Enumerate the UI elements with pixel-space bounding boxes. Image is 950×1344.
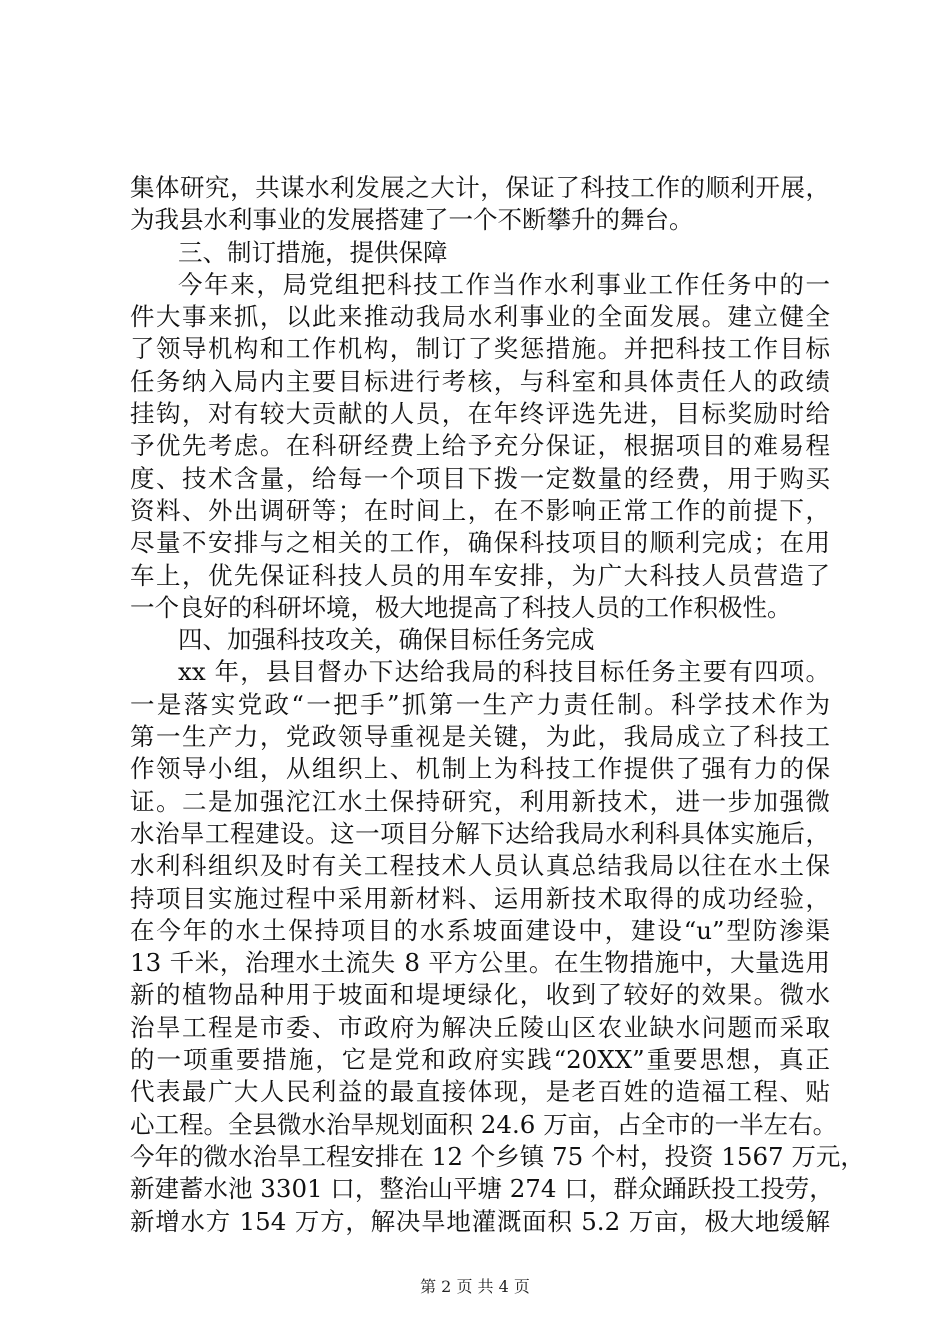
page-footer: 第 2 页 共 4 页 — [420, 1277, 530, 1296]
paragraph-line: 新建蓄水池 3301 口，整治山平塘 274 口，群众踊跃投工投劳， — [130, 1174, 834, 1204]
paragraph-line: 度、技术含量，给每一个项目下拨一定数量的经费，用于购买 — [130, 463, 830, 493]
paragraph-line: 一个良好的科研坏境，极大地提高了科技人员的工作积极性。 — [130, 592, 792, 622]
paragraph-line: 新的植物品种用于坡面和堤埂绿化，收到了较好的效果。微水 — [130, 980, 830, 1010]
paragraph-line: 在今年的水土保持项目的水系坡面建设中，建设“u”型防渗渠 — [130, 915, 830, 945]
paragraph-line: 集体研究，共谋水利发展之大计，保证了科技工作的顺利开展， — [130, 173, 830, 202]
paragraph-line: 治旱工程是市委、市政府为解决丘陵山区农业缺水问题而采取 — [130, 1012, 830, 1042]
paragraph-line: 为我县水利事业的发展搭建了一个不断攀升的舞台。 — [130, 205, 694, 235]
paragraph-line: 水治旱工程建设。这一项目分解下达给我局水利科具体实施后， — [130, 818, 830, 848]
paragraph-line: 的一项重要措施，它是党和政府实践“20XX”重要思想，真正 — [130, 1045, 830, 1075]
paragraph-line: 作领导小组，从组织上、机制上为科技工作提供了强有力的保 — [130, 754, 830, 784]
paragraph-line: 挂钩，对有较大贡献的人员，在年终评选先进，目标奖励时给 — [130, 399, 830, 429]
paragraph-line: 今年来，局党组把科技工作当作水利事业工作任务中的一 — [178, 269, 830, 299]
document-body — [130, 172, 865, 1238]
paragraph-line: 13 千米，治理水土流失 8 平方公里。在生物措施中，大量选用 — [130, 948, 830, 978]
paragraph-line: 车上，优先保证科技人员的用车安排，为广大科技人员营造了 — [130, 560, 830, 590]
paragraph-line: 一是落实党政“一把手”抓第一生产力责任制。科学技术作为 — [130, 689, 830, 719]
section-heading: 三、制订措施，提供保障 — [178, 237, 448, 267]
paragraph-line: 任务纳入局内主要目标进行考核，与科室和具体责任人的政绩 — [130, 366, 830, 396]
paragraph-line: 今年的微水治旱工程安排在 12 个乡镇 75 个村，投资 1567 万元， — [130, 1141, 865, 1171]
paragraph-line: xx 年，县目督办下达给我局的科技目标任务主要有四项。 — [178, 657, 830, 687]
paragraph-line: 尽量不安排与之相关的工作，确保科技项目的顺利完成；在用 — [130, 528, 830, 558]
paragraph-line: 件大事来抓，以此来推动我局水利事业的全面发展。建立健全 — [130, 302, 830, 332]
section-heading: 四、加强科技攻关，确保目标任务完成 — [178, 625, 595, 655]
paragraph-line: 持项目实施过程中采用新材料、运用新技术取得的成功经验， — [130, 883, 830, 913]
paragraph-line: 证。二是加强沱江水土保持研究，利用新技术，进一步加强微 — [130, 786, 830, 816]
paragraph-line: 资料、外出调研等；在时间上，在不影响正常工作的前提下， — [130, 495, 830, 525]
paragraph-line: 了领导机构和工作机构，制订了奖惩措施。并把科技工作目标 — [130, 334, 830, 364]
paragraph-line: 代表最广大人民利益的最直接体现，是老百姓的造福工程、贴 — [130, 1077, 830, 1107]
paragraph-line: 予优先考虑。在科研经费上给予充分保证，根据项目的难易程 — [130, 431, 830, 461]
paragraph-line: 第一生产力，党政领导重视是关键，为此，我局成立了科技工 — [130, 722, 830, 752]
paragraph-line: 水利科组织及时有关工程技术人员认真总结我局以往在水土保 — [130, 851, 830, 881]
paragraph-line: 新增水方 154 万方，解决旱地灌溉面积 5.2 万亩，极大地缓解 — [130, 1206, 830, 1236]
paragraph-line: 心工程。全县微水治旱规划面积 24.6 万亩，占全市的一半左右。 — [130, 1109, 838, 1139]
